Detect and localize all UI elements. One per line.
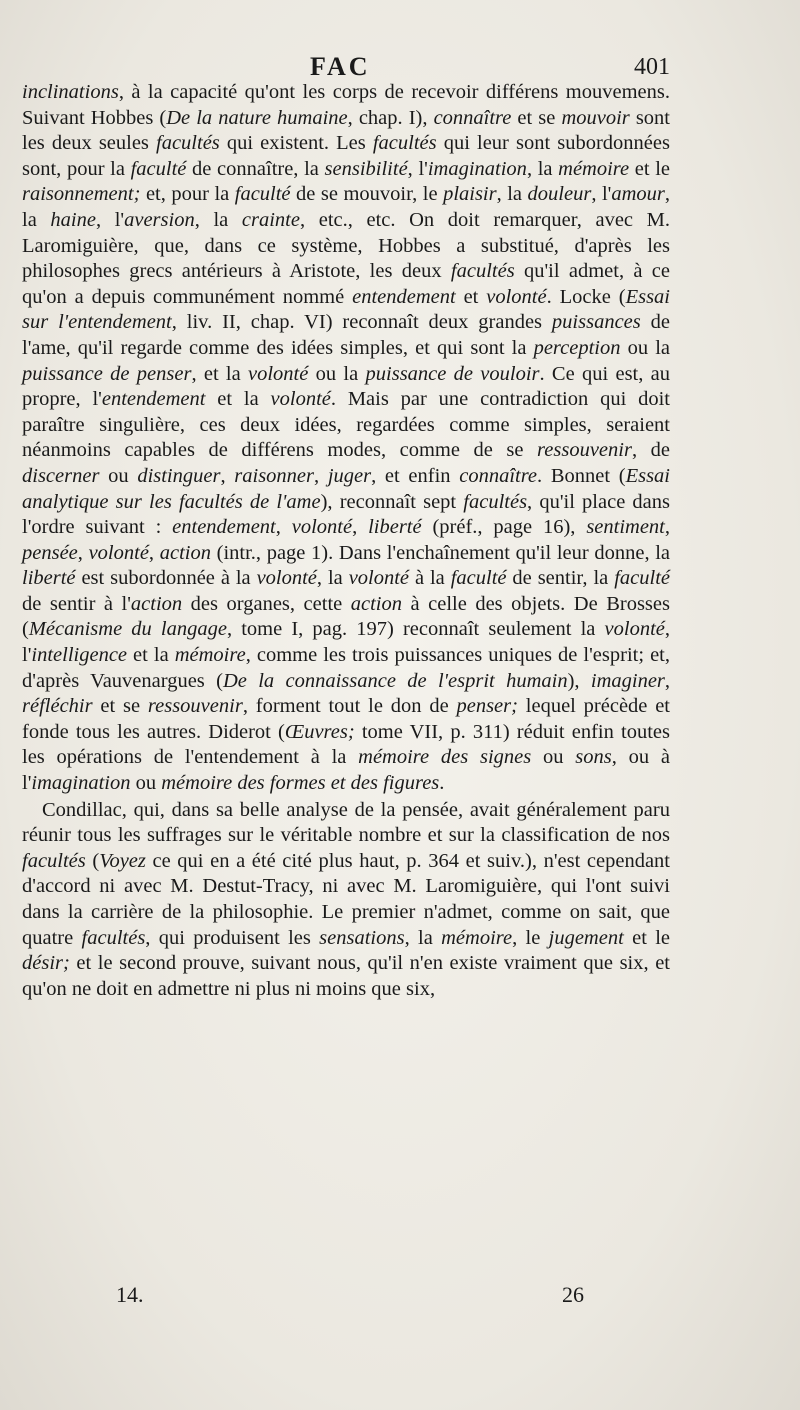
text-run: à la	[409, 567, 451, 590]
italic-run: puissances	[551, 311, 641, 334]
text-run: . Bonnet (	[537, 464, 626, 487]
text-run: de connaître, la	[186, 157, 325, 180]
text-run: , la	[496, 183, 528, 206]
italic-run: faculté	[130, 157, 187, 180]
italic-run: connaître	[433, 106, 512, 129]
italic-run: sensibilité	[324, 157, 408, 180]
italic-run: mémoire	[174, 644, 246, 667]
italic-run: inclinations	[22, 81, 119, 103]
italic-run: haine	[50, 208, 96, 231]
text-run: et le second prouve, suivant nous, qu'il n'en existe vraiment que six, et qu'on ne doit en admettre ni plus ni moins que six,	[22, 952, 670, 1000]
italic-run: Essai analytique sur les facultés de l'ame	[22, 464, 671, 513]
italic-run: perception	[533, 336, 621, 359]
italic-run: intelligence	[31, 644, 128, 667]
text-run: et	[455, 285, 487, 308]
text-run: qui leur sont subordonnées sont, pour la	[22, 132, 670, 180]
italic-run: De la nature humaine	[166, 106, 348, 129]
text-run: . Ce qui est, au propre, l'	[22, 362, 671, 411]
text-run: , et enfin	[371, 464, 460, 487]
italic-run: douleur	[527, 183, 592, 206]
text-run: , etc., etc. On doit remarquer, avec M. Laromiguière, que, dans ce système, Hobbes a substitué, d'après les philosophes grecs antérieurs à Aristote, les deux	[22, 208, 670, 283]
text-run: , la	[526, 157, 559, 180]
italic-run: ressouvenir	[537, 439, 632, 462]
italic-run: désir;	[22, 952, 70, 975]
italic-run: facultés	[156, 132, 220, 155]
italic-run: De la connaissance de l'esprit humain	[222, 669, 568, 692]
italic-run: faculté	[234, 183, 291, 206]
text-run: . Mais par une contradiction qui doit paraître singulière, ces deux idées, regardées comme simples, seraient néanmoins capables de différens modes, comme de se	[22, 388, 670, 462]
text-run: est subordonnée à la	[75, 567, 257, 590]
text-run: qui existent. Les	[219, 132, 373, 155]
text-run: , la	[22, 183, 671, 231]
italic-run: liberté	[22, 567, 76, 590]
text-run: , de	[631, 439, 670, 462]
italic-run: pensée	[22, 541, 78, 564]
italic-run: volonté	[270, 388, 331, 411]
text-run: , l'	[591, 183, 612, 206]
text-run: , la	[404, 926, 442, 949]
paragraph	[22, 80, 670, 797]
italic-run: Essai sur l'entendement	[22, 285, 670, 334]
running-head: FAC	[310, 52, 371, 81]
italic-run: connaître	[459, 464, 538, 487]
text-run: , forment tout le don de	[242, 695, 457, 718]
italic-run: Mécanisme du langage	[28, 618, 227, 641]
text-run: qu'il admet, à ce qu'on a depuis communément nommé	[22, 260, 670, 308]
italic-run: amour	[611, 183, 665, 206]
italic-run: sentiment	[586, 516, 665, 539]
text-run: ou	[99, 464, 138, 487]
text-run: , qui produisent les	[145, 926, 320, 949]
italic-run: entendement	[101, 388, 206, 411]
italic-run: volonté	[604, 618, 665, 641]
italic-run: facultés	[372, 132, 437, 155]
italic-run: volonté	[348, 567, 410, 590]
italic-run: aversion	[124, 208, 195, 231]
text-run: de l'ame, qu'il regarde comme des idées simples, et qui sont la	[22, 311, 670, 359]
text-run: et le	[629, 157, 671, 180]
signature-number: 26	[562, 1282, 584, 1307]
text-run: , l'	[95, 208, 125, 231]
text-run: ), reconnaît sept	[320, 490, 464, 513]
italic-run: facultés	[22, 849, 86, 872]
text-run: , tome I, pag. 197) reconnaît seulement la	[226, 618, 605, 641]
page-number: 401	[634, 54, 670, 80]
text-run: , liv. II, chap. VI) reconnaît deux grandes	[171, 311, 552, 334]
text-run: de sentir à l'	[22, 592, 131, 615]
italic-run: réfléchir	[22, 695, 93, 718]
italic-run: sons	[575, 746, 612, 769]
italic-run: mémoire	[441, 926, 513, 949]
italic-run: puissance de penser	[22, 362, 192, 385]
italic-run: ressouvenir	[147, 695, 243, 718]
italic-run: raisonnement;	[22, 183, 141, 206]
text-run: tome VII, p. 311) réduit enfin toutes les opérations de l'entendement à la	[22, 720, 670, 769]
italic-run: plaisir	[443, 183, 497, 206]
text-run: ou la	[308, 362, 366, 385]
italic-run: facultés	[463, 490, 528, 513]
italic-run: mouvoir	[561, 106, 630, 129]
italic-run: jugement	[548, 926, 624, 949]
text-run: à celle des objets. De Brosses (	[22, 592, 670, 641]
italic-run: imagination	[31, 772, 131, 795]
text-run: ou	[531, 746, 576, 769]
signature-mark: 14.	[116, 1282, 144, 1307]
text-run: des organes, cette	[182, 592, 351, 615]
text-run: sont les deux seules	[22, 106, 671, 155]
text-run: ,	[314, 464, 328, 487]
text-run: ,	[664, 516, 671, 539]
text-run: , l'	[407, 157, 428, 180]
italic-run: volonté	[486, 285, 547, 308]
italic-run: mémoire des signes	[358, 746, 532, 769]
text-run: Condillac, qui, dans sa belle analyse de la pensée, avait généralement paru réunir tous les suffrages sur le véritable nombre et sur la classification de nos	[22, 798, 670, 847]
text-run: , et la	[191, 362, 249, 385]
italic-run: liberté	[368, 516, 422, 539]
italic-run: juger	[327, 464, 372, 487]
italic-run: raisonner	[234, 464, 315, 487]
text-run: (	[85, 849, 100, 872]
text-run: ,	[275, 516, 292, 539]
italic-run: penser;	[456, 695, 518, 718]
italic-run: action	[350, 592, 402, 615]
italic-run: action	[159, 541, 211, 564]
page-footer	[0, 1282, 800, 1322]
text-run: et la	[205, 388, 271, 411]
italic-run: faculté	[614, 567, 670, 590]
text-run: , l'	[22, 618, 670, 667]
text-run: et se	[511, 106, 562, 129]
text-run: de sentir, la	[506, 567, 615, 590]
text-run: et, pour la	[140, 183, 235, 206]
text-run: . Locke (	[546, 285, 626, 308]
italic-run: imaginer	[590, 669, 665, 692]
text-run: ,	[664, 669, 671, 692]
text-run: ,	[148, 541, 160, 564]
italic-run: faculté	[450, 567, 507, 590]
text-run: ,	[220, 464, 235, 487]
italic-run: facultés	[81, 926, 146, 949]
text-run: , comme les trois puissances uniques de l'esprit; et, d'après Vauvenargues (	[22, 644, 671, 692]
italic-run: entendement	[172, 516, 276, 539]
text-run: , la	[194, 208, 242, 231]
text-run: .	[439, 772, 445, 795]
italic-run: mémoire des formes et des figures	[161, 772, 440, 795]
italic-run: facultés	[450, 260, 515, 283]
italic-run: entendement	[352, 285, 456, 308]
italic-run: volonté	[256, 567, 317, 590]
paragraph	[22, 798, 670, 1003]
text-run: et se	[92, 695, 148, 718]
italic-run: Œuvres;	[284, 720, 355, 743]
text-run: , ou à l'	[22, 746, 671, 795]
text-run: ,	[77, 541, 89, 564]
text-run: et la	[127, 644, 175, 667]
text-run: ce qui en a été cité plus haut, p. 364 et suiv.), n'est cependant d'accord ni avec M. Destut-Tracy, ni avec M. Laromiguière, qui l'ont suivi dans la carrière de la philosophie. Le premier n'admet, comme on sait, que quatre	[22, 849, 670, 949]
italic-run: puissance de vouloir	[365, 362, 540, 385]
body-text	[22, 80, 670, 1002]
text-run: , à la capacité qu'ont les corps de recevoir différens mouvemens. Suivant Hobbes (	[22, 81, 670, 129]
italic-run: action	[130, 592, 183, 615]
text-run: ,	[352, 516, 369, 539]
italic-run: volonté	[88, 541, 149, 564]
italic-run: volonté	[291, 516, 353, 539]
italic-run: Voyez	[99, 849, 146, 872]
text-run: , chap. I),	[347, 106, 434, 129]
italic-run: imagination	[427, 157, 527, 180]
text-run: et le	[623, 926, 670, 949]
italic-run: discerner	[22, 464, 100, 487]
text-run: ou la	[620, 336, 671, 359]
text-run: , le	[512, 926, 549, 949]
italic-run: sensations	[319, 926, 405, 949]
text-run: , la	[316, 567, 349, 590]
italic-run: distinguer	[137, 464, 221, 487]
italic-run: crainte	[241, 208, 300, 231]
text-run: de se mouvoir, le	[290, 183, 444, 206]
text-run: ou	[130, 772, 162, 795]
text-run: lequel précède et fonde tous les autres. Diderot (	[22, 695, 671, 743]
italic-run: mémoire	[558, 157, 630, 180]
text-run: (intr., page 1). Dans l'enchaînement qu'il leur donne, la	[210, 541, 671, 564]
text-run: , qu'il place dans l'ordre suivant :	[22, 490, 671, 539]
text-run: (préf., page 16),	[421, 516, 587, 539]
text-run: ),	[567, 669, 591, 692]
italic-run: volonté	[248, 362, 309, 385]
